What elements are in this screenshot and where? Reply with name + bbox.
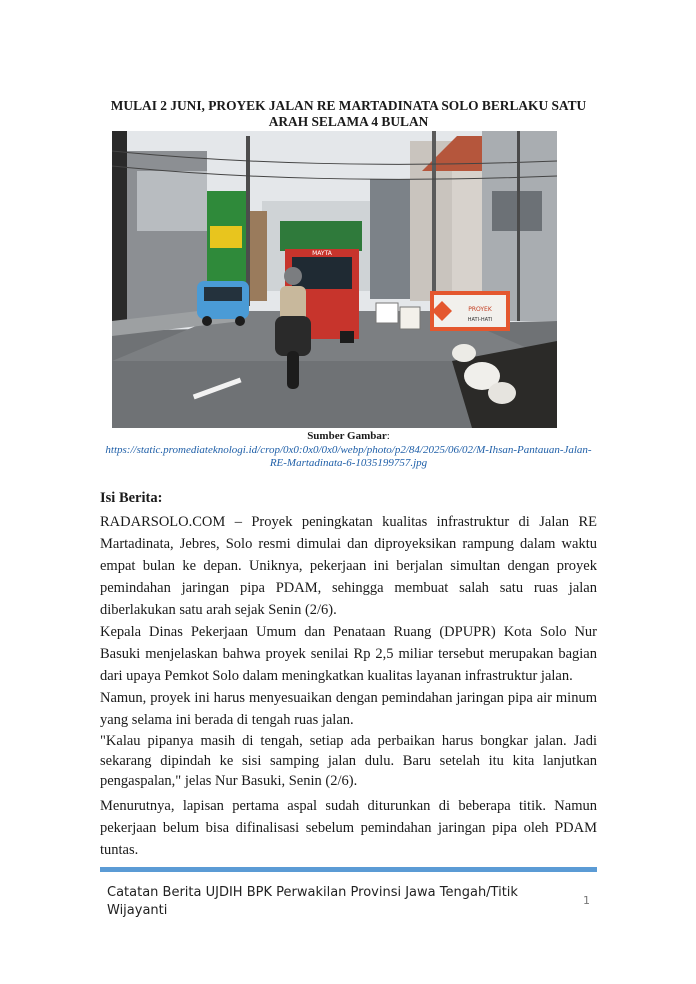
image-caption xyxy=(100,430,597,471)
section-heading: Isi Berita: xyxy=(100,490,163,506)
image-source-link[interactable]: https://static.promediateknologi.id/crop/0x0:0x0/0x0/webp/photo/p2/84/2025/06/02/M-Ihsan-Pantauan-Jalan-RE-Martadinata-6-1035199757.jpg xyxy=(105,443,592,469)
truck-plate: MAYTA xyxy=(312,250,332,257)
paragraph-3: Namun, proyek ini harus menyesuaikan dengan pemindahan jaringan pipa air minum yang selama ini berada di tengah ruas jalan. xyxy=(100,690,597,728)
paragraph-5: Menurutnya, lapisan pertama aspal sudah diturunkan di beberapa titik. Namun pekerjaan belum bisa difinalisasi sebelum pemindahan jaringan pipa oleh PDAM tuntas. xyxy=(100,798,597,858)
footer-rule xyxy=(100,867,597,872)
article-body xyxy=(100,511,597,861)
sign-text-2: HATI-HATI xyxy=(467,317,493,323)
article-photo xyxy=(112,131,557,428)
paragraph-1: RADARSOLO.COM – Proyek peningkatan kualitas infrastruktur di Jalan RE Martadinata, Jebres, Solo resmi dimulai dan diproyeksikan rampung dalam waktu empat bulan ke depan. Uniknya, pekerjaan ini berjalan simultan dengan proyek pemindahan jaringan pipa PDAM, sehingga membuat salah satu ruas jalan diberlakukan satu arah sejak Senin (2/6). xyxy=(100,514,597,618)
caption-colon: : xyxy=(386,430,390,442)
article-title: MULAI 2 JUNI, PROYEK JALAN RE MARTADINATA SOLO BERLAKU SATU ARAH SELAMA 4 BULAN xyxy=(110,98,587,129)
sign-text-1: PROYEK xyxy=(468,306,492,313)
paragraph-2: Kepala Dinas Pekerjaan Umum dan Penataan Ruang (DPUPR) Kota Solo Nur Basuki menjelaskan bahwa proyek senilai Rp 2,5 miliar tersebut merupakan bagian dari upaya Pemkot Solo dalam meningkatkan kualitas layanan infrastruktur jalan. xyxy=(100,624,597,684)
footer-note: Catatan Berita UJDIH BPK Perwakilan Provinsi Jawa Tengah/Titik Wijayanti xyxy=(107,885,518,918)
paragraph-4: "Kalau pipanya masih di tengah, setiap ada perbaikan harus bongkar jalan. Jadi sekarang dipindah ke sisi samping jalan dulu. Baru setelah itu kita lanjutkan pengaspalan," jelas Nur Basuki, Senin (2/6). xyxy=(100,733,597,789)
page-number: 1 xyxy=(583,894,590,907)
street-scene-illustration xyxy=(112,131,557,428)
caption-label: Sumber Gambar xyxy=(307,430,387,442)
